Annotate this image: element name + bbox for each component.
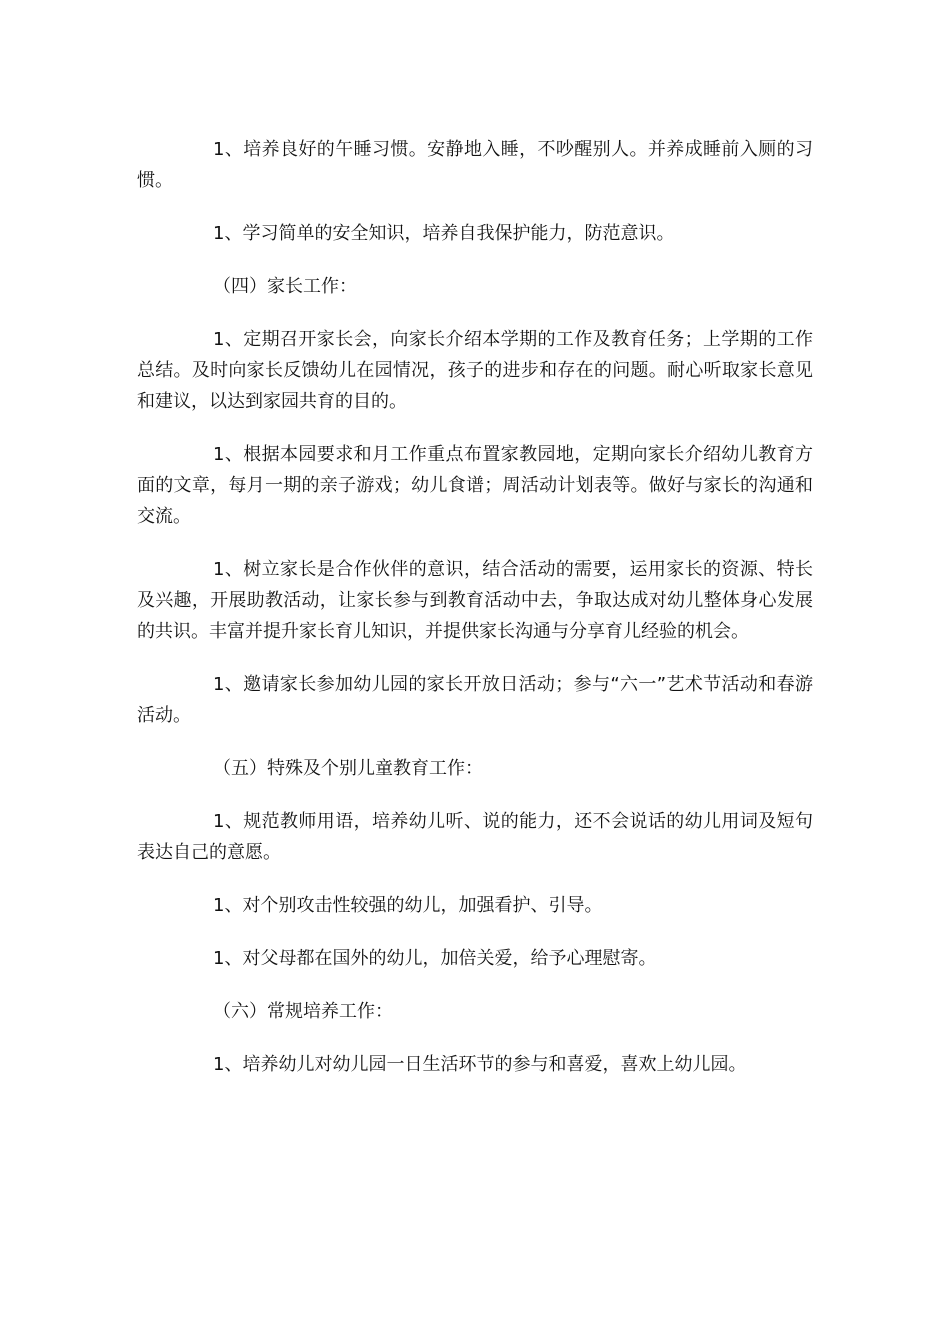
paragraph-daily-life: 1、培养幼儿对幼儿园一日生活环节的参与和喜爱，喜欢上幼儿园。 [213,1054,747,1075]
paragraph-parent-meeting: 1、定期召开家长会，向家长介绍本学期的工作及教育任务；上学期的工作总结。及时向家长反馈幼儿在园情况，孩子的进步和存在的问题。耐心听取家长意见和建议，以达到家园共育的目的。 [137,329,813,412]
paragraph-open-day: 1、邀请家长参加幼儿园的家长开放日活动；参与“六一”艺术节活动和春游活动。 [137,674,813,726]
paragraph-nap-habit: 1、培养良好的午睡习惯。安静地入睡，不吵醒别人。并养成睡前入厕的习惯。 [137,139,813,191]
paragraph-parent-board: 1、根据本园要求和月工作重点布置家教园地，定期向家长介绍幼儿教育方面的文章，每月一期的亲子游戏；幼儿食谱；周活动计划表等。做好与家长的沟通和交流。 [137,444,813,527]
section-heading-routine-training: （六）常规培养工作： [213,1001,393,1022]
section-heading-special-education: （五）特殊及个别儿童教育工作： [213,758,483,779]
paragraph-parents-abroad: 1、对父母都在国外的幼儿，加倍关爱，给予心理慰寄。 [213,948,657,969]
section-heading-parent-work: （四）家长工作： [213,276,357,297]
document-body [137,134,813,1102]
paragraph-safety-knowledge: 1、学习简单的安全知识，培养自我保护能力，防范意识。 [213,223,675,244]
paragraph-aggressive-children: 1、对个别攻击性较强的幼儿，加强看护、引导。 [213,895,603,916]
paragraph-teacher-language: 1、规范教师用语，培养幼儿听、说的能力，还不会说话的幼儿用词及短句表达自己的意愿。 [137,811,813,863]
paragraph-parent-partnership: 1、树立家长是合作伙伴的意识，结合活动的需要，运用家长的资源、特长及兴趣，开展助教活动，让家长参与到教育活动中去，争取达成对幼儿整体身心发展的共识。丰富并提升家长育儿知识，并提供家长沟通与分享育儿经验的机会。 [137,559,813,642]
